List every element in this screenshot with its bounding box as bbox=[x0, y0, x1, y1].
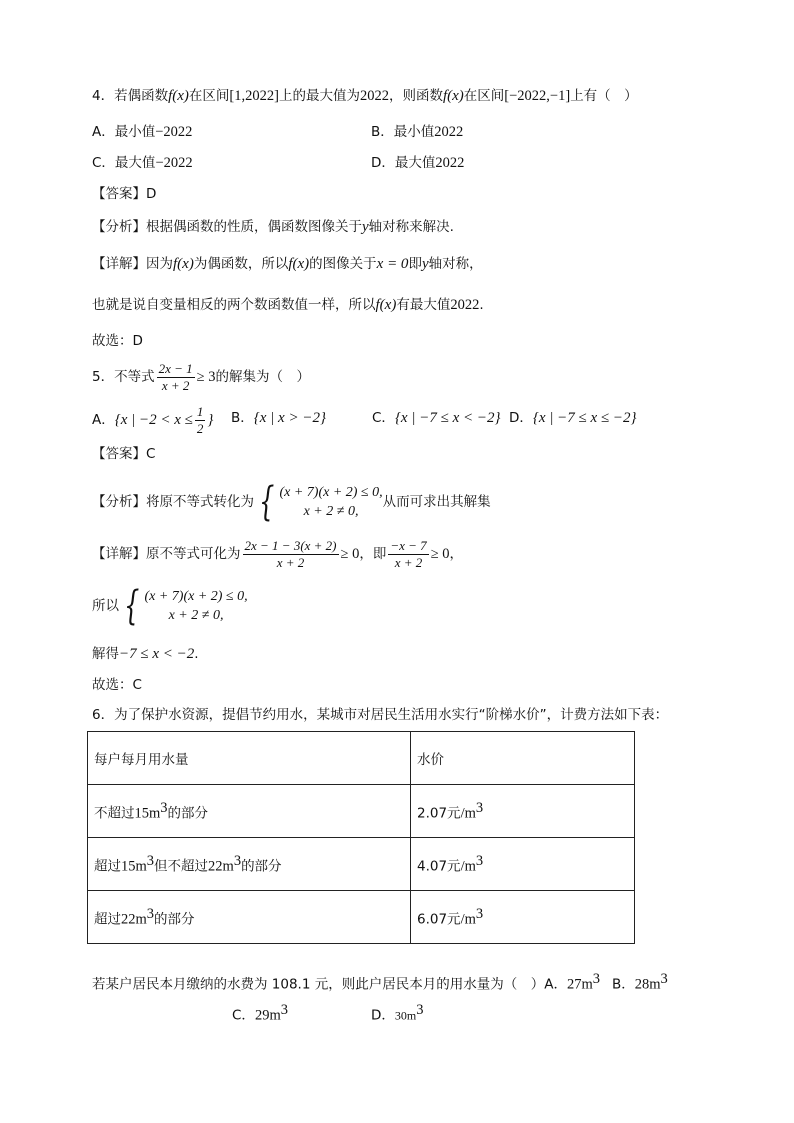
superscript: 3 bbox=[146, 852, 155, 869]
usage-value: 15m bbox=[134, 805, 161, 822]
q4-detail-line2 bbox=[92, 295, 484, 315]
detail-text: 因为 bbox=[146, 256, 173, 272]
superscript: 3 bbox=[233, 852, 242, 869]
math-number: 2022 bbox=[359, 88, 389, 104]
option-label: B．最小值 bbox=[371, 124, 435, 140]
option-value: −2022 bbox=[155, 124, 193, 140]
table-header: 每户每月用水量 bbox=[88, 732, 411, 785]
detail-text: 为偶函数，所以 bbox=[193, 256, 289, 272]
usage-text: 的部分 bbox=[167, 805, 209, 822]
q4-stem-text: 在区间 bbox=[463, 88, 505, 104]
math-fx: f(x) bbox=[442, 88, 464, 104]
q4-stem-text: 4．若偶函数 bbox=[92, 88, 169, 104]
price-unit: /m bbox=[460, 805, 476, 822]
option-label: B． bbox=[612, 976, 635, 993]
usage-value: 22m bbox=[121, 911, 147, 928]
usage-text: 但不超过 bbox=[154, 858, 209, 875]
table-header: 水价 bbox=[411, 732, 635, 785]
usage-text: 的部分 bbox=[154, 911, 195, 928]
usage-cell bbox=[88, 838, 411, 891]
option-label: C． bbox=[372, 410, 395, 426]
system-row: x + 2 ≠ 0, bbox=[303, 504, 359, 519]
math-fx: f(x) bbox=[375, 297, 397, 313]
option-label: B． bbox=[231, 410, 254, 426]
usage-value: 15m bbox=[121, 858, 147, 875]
q4-option-b bbox=[371, 122, 463, 142]
option-label: A．最小值 bbox=[92, 124, 156, 140]
analysis-text: 将原不等式转化为 bbox=[146, 494, 254, 510]
fraction-denominator: 2 bbox=[196, 420, 204, 436]
option-label: C． bbox=[232, 1007, 255, 1024]
fraction-denominator: x + 2 bbox=[161, 377, 190, 393]
math-interval: [−2022,−1] bbox=[504, 88, 571, 104]
superscript: 3 bbox=[416, 1002, 424, 1018]
detail-fraction-1 bbox=[243, 538, 339, 571]
math-expr: −7 ≤ x < −2 bbox=[119, 646, 195, 662]
option-value: 2022 bbox=[434, 124, 464, 140]
math-set: {x | x > −2} bbox=[253, 410, 326, 426]
superscript: 3 bbox=[280, 1002, 288, 1018]
q6-option-d bbox=[371, 1000, 424, 1026]
q5-stem bbox=[92, 360, 310, 394]
math-y: y bbox=[362, 219, 369, 235]
q5-answer: 【答案】C bbox=[92, 446, 156, 462]
detail-fraction-2 bbox=[388, 538, 428, 571]
math-expr: x = 0 bbox=[376, 256, 409, 272]
analysis-text: 轴对称来解决. bbox=[368, 219, 454, 235]
superscript: 3 bbox=[592, 971, 600, 987]
detail-text: 有最大值 bbox=[396, 297, 451, 313]
q5-detail bbox=[92, 536, 463, 572]
detail-text: ，即 bbox=[359, 546, 387, 562]
left-brace: { bbox=[124, 583, 140, 629]
detail-text: . bbox=[479, 297, 484, 313]
detail-text: 即 bbox=[408, 256, 422, 272]
price-value: 4.07元 bbox=[417, 858, 461, 875]
q4-answer: 【答案】D bbox=[92, 186, 157, 202]
q6-option-c bbox=[232, 1000, 288, 1026]
math-expr: ≥ 3 bbox=[196, 369, 216, 385]
option-value: 27m bbox=[566, 976, 593, 993]
superscript: 3 bbox=[475, 799, 484, 816]
usage-value: 22m bbox=[208, 858, 234, 875]
q5-option-a bbox=[92, 400, 213, 440]
usage-text: 的部分 bbox=[241, 858, 282, 875]
water-price-table bbox=[87, 731, 635, 944]
q4-stem-text: ，则函数 bbox=[388, 88, 443, 104]
fraction-denominator: x + 2 bbox=[276, 554, 305, 570]
math-fx: f(x) bbox=[173, 256, 194, 272]
option-value: 2022 bbox=[435, 155, 465, 171]
detail-text: 的图像关于 bbox=[309, 256, 377, 272]
math-expr: ≥ 0 bbox=[430, 546, 450, 562]
table-row bbox=[88, 891, 635, 944]
analysis-text: 从而可求出其解集 bbox=[382, 494, 491, 510]
math-set: {x | −7 ≤ x ≤ −2} bbox=[532, 410, 637, 426]
q5-option-b bbox=[231, 408, 326, 428]
table-row bbox=[88, 838, 635, 891]
analysis-text: 根据偶函数的性质，偶函数图像关于 bbox=[146, 219, 362, 235]
q4-detail-line1 bbox=[92, 254, 483, 274]
option-a-fraction bbox=[195, 404, 206, 437]
usage-text: 超过 bbox=[94, 858, 121, 875]
price-unit: /m bbox=[460, 858, 476, 875]
q4-option-d bbox=[371, 153, 464, 173]
usage-cell bbox=[88, 785, 411, 838]
option-value: 28m bbox=[634, 976, 661, 993]
analysis-tag: 【分析】 bbox=[92, 494, 146, 510]
superscript: 3 bbox=[160, 799, 168, 816]
price-unit: /m bbox=[460, 911, 476, 928]
fraction-denominator: x + 2 bbox=[394, 554, 423, 570]
q6-question bbox=[92, 969, 668, 995]
q4-analysis bbox=[92, 217, 454, 237]
option-value: 29m bbox=[254, 1007, 281, 1024]
q5-analysis bbox=[92, 479, 491, 525]
math-expr: ≥ 0 bbox=[340, 546, 360, 562]
inequality-system bbox=[119, 583, 248, 629]
inequality-system bbox=[254, 479, 383, 525]
detail-text: ， bbox=[449, 546, 464, 562]
q5-solve bbox=[92, 644, 199, 664]
system-row: (x + 7)(x + 2) ≤ 0, bbox=[144, 589, 248, 604]
option-label: A． bbox=[92, 412, 115, 428]
detail-text: 所以 bbox=[92, 598, 119, 614]
detail-text: 原不等式可化为 bbox=[146, 546, 241, 562]
option-value: 30m bbox=[394, 1008, 417, 1023]
price-cell bbox=[411, 785, 635, 838]
superscript: 3 bbox=[146, 905, 155, 922]
detail-text: 轴对称， bbox=[428, 256, 483, 272]
q5-so bbox=[92, 583, 248, 629]
option-value: −2022 bbox=[155, 155, 193, 171]
q4-stem bbox=[92, 86, 638, 106]
math-fx: f(x) bbox=[168, 88, 189, 104]
q6-stem: 6．为了保护水资源，提倡节约用水，某城市对居民生活用水实行“阶梯水价”，计费方法如下表： bbox=[92, 707, 669, 723]
left-brace: { bbox=[259, 479, 275, 525]
table-header-row bbox=[88, 732, 635, 785]
fraction-numerator: 2x − 1 bbox=[158, 360, 193, 376]
option-label: D．最大值 bbox=[371, 155, 436, 171]
math-interval: [1,2022] bbox=[229, 88, 279, 104]
price-cell bbox=[411, 891, 635, 944]
q5-option-c bbox=[372, 408, 500, 428]
fraction-numerator: −x − 7 bbox=[390, 537, 427, 553]
system-row: (x + 7)(x + 2) ≤ 0, bbox=[279, 485, 383, 500]
detail-tag: 【详解】 bbox=[92, 256, 146, 272]
option-label: C．最大值 bbox=[92, 155, 156, 171]
q5-option-d bbox=[509, 408, 637, 428]
analysis-tag: 【分析】 bbox=[92, 219, 146, 235]
superscript: 3 bbox=[475, 852, 484, 869]
detail-text: 也就是说自变量相反的两个数函数值一样，所以 bbox=[92, 297, 376, 313]
q5-fraction bbox=[157, 361, 195, 394]
detail-text: . bbox=[194, 646, 199, 662]
fraction-numerator: 2x − 1 − 3(x + 2) bbox=[244, 537, 337, 553]
q4-choose: 故选：D bbox=[92, 333, 143, 349]
q4-option-c bbox=[92, 153, 193, 173]
usage-cell bbox=[88, 891, 411, 944]
q6-question-text: 若某户居民本月缴纳的水费为 108.1 元，则此户居民本月的用水量为（ ）A． bbox=[92, 976, 567, 993]
superscript: 3 bbox=[660, 971, 668, 987]
math-set: {x | −2 < x ≤ bbox=[114, 412, 193, 428]
price-cell bbox=[411, 838, 635, 891]
usage-text: 不超过 bbox=[94, 805, 135, 822]
usage-text: 超过 bbox=[94, 911, 121, 928]
q4-option-a bbox=[92, 122, 192, 142]
table-row bbox=[88, 785, 635, 838]
system-row: x + 2 ≠ 0, bbox=[168, 608, 224, 623]
q5-choose: 故选：C bbox=[92, 677, 142, 693]
fraction-numerator: 1 bbox=[196, 403, 204, 419]
math-set: } bbox=[207, 412, 214, 428]
q4-stem-text: 上的最大值为 bbox=[278, 88, 360, 104]
option-label: D． bbox=[371, 1007, 395, 1024]
price-value: 2.07元 bbox=[417, 805, 461, 822]
detail-tag: 【详解】 bbox=[92, 546, 146, 562]
q5-stem-text: 5．不等式 bbox=[92, 369, 155, 385]
option-label: D． bbox=[509, 410, 533, 426]
math-fx: f(x) bbox=[288, 256, 310, 272]
math-number: 2022 bbox=[450, 297, 480, 313]
math-y: y bbox=[421, 256, 429, 272]
superscript: 3 bbox=[475, 905, 484, 922]
math-set: {x | −7 ≤ x < −2} bbox=[394, 410, 501, 426]
q5-stem-text: 的解集为（ ） bbox=[215, 369, 310, 385]
q4-stem-text: 上有（ ） bbox=[570, 88, 638, 104]
detail-text: 解得 bbox=[92, 646, 119, 662]
price-value: 6.07元 bbox=[417, 911, 461, 928]
q4-stem-text: 在区间 bbox=[188, 88, 230, 104]
